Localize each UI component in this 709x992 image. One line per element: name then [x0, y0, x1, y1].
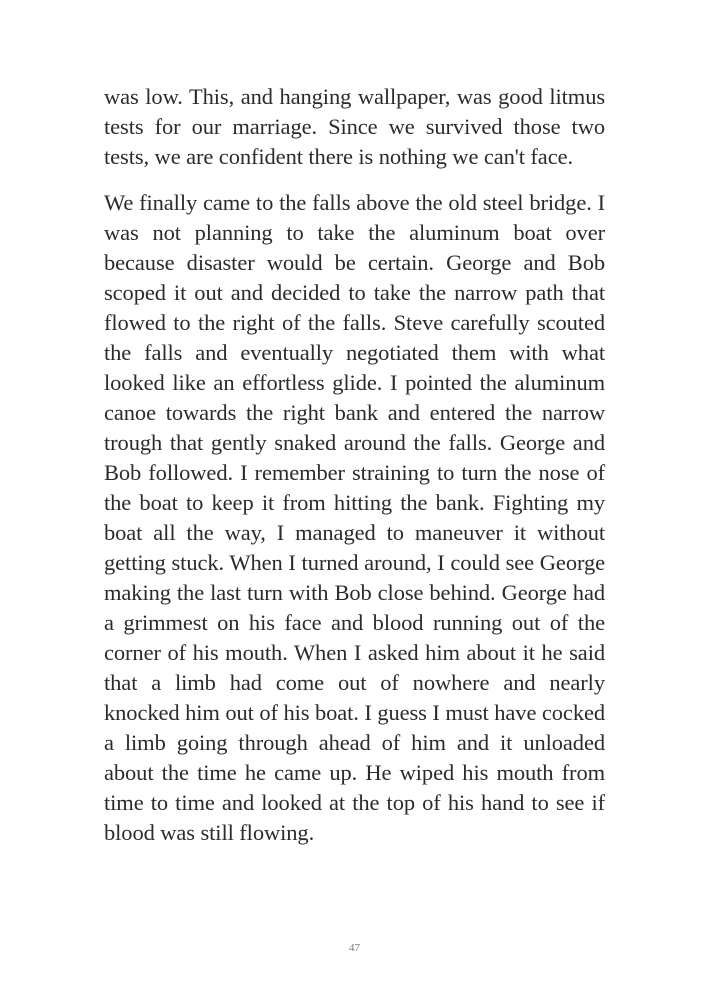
paragraph-2: We finally came to the falls above the old steel bridge. I was not planning to take the aluminum boat over because disaster would be certain. George and Bob scoped it out and decided to take the narrow path that flowed to the right of the falls. Steve carefully scouted the falls and eventually negotiated them with what looked like an effortless glide. I pointed the aluminum canoe towards the right bank and entered the narrow trough that gently snaked around the falls. George and Bob followed. I remember straining to turn the nose of the boat to keep it from hitting the bank. Fighting my boat all the way, I managed to maneuver it without getting stuck. When I turned around, I could see George making the last turn with Bob close behind. George had a grimmest on his face and blood running out of the corner of his mouth. When I asked him about it he said that a limb had come out of nowhere and nearly knocked him out of his boat. I guess I must have cocked a limb going through ahead of him and it unloaded about the time he came up. He wiped his mouth from time to time and looked at the top of his hand to see if blood was still flowing. [104, 190, 605, 845]
paragraph-1: was low. This, and hanging wallpaper, was good litmus tests for our marriage. Since we survived those two tests, we are confident there is nothing we can't face. [104, 84, 605, 169]
body-text [104, 82, 605, 864]
page-number: 47 [349, 942, 360, 954]
